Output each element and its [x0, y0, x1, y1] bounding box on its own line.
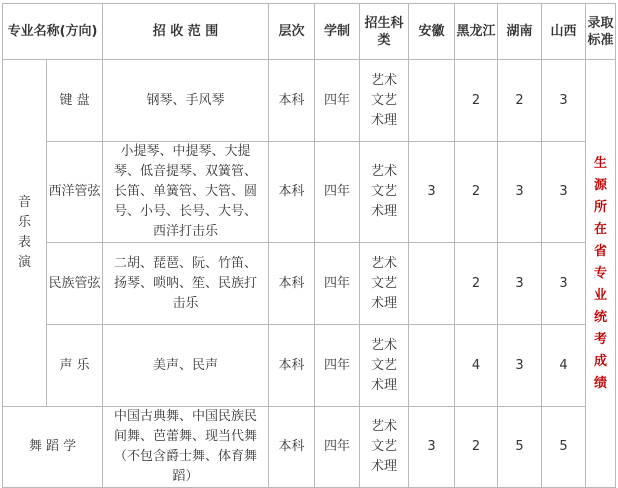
- header-category: 招生科类: [360, 4, 409, 60]
- header-major: 专业名称(方向): [3, 4, 103, 60]
- scope-cell: 小提琴、中提琴、大提琴、低音提琴、双簧管、长笛、单簧管、大管、圆号、小号、长号、大号、西洋打击乐: [103, 142, 269, 243]
- level-cell: 本科: [269, 325, 315, 407]
- heilongjiang-cell: 2: [455, 243, 498, 325]
- header-standard: 录取标准: [586, 4, 616, 60]
- years-cell: 四年: [315, 407, 360, 488]
- shanxi-cell: 3: [542, 60, 586, 142]
- hunan-cell: 3: [498, 243, 542, 325]
- scope-cell: 钢琴、手风琴: [103, 60, 269, 142]
- heilongjiang-cell: 4: [455, 325, 498, 407]
- admission-table: [2, 3, 616, 488]
- header-heilongjiang: 黑龙江: [455, 4, 498, 60]
- anhui-cell: [409, 60, 455, 142]
- anhui-cell: 3: [409, 407, 455, 488]
- anhui-cell: [409, 325, 455, 407]
- scope-cell: 中国古典舞、中国民族民间舞、芭蕾舞、现当代舞（不包含爵士舞、体育舞蹈）: [103, 407, 269, 488]
- scope-cell: 美声、民声: [103, 325, 269, 407]
- years-cell: 四年: [315, 60, 360, 142]
- major-cell: 声 乐: [47, 325, 103, 407]
- category-cell: 艺术文艺术理: [360, 60, 409, 142]
- category-cell: 艺术文艺术理: [360, 142, 409, 243]
- hunan-cell: 3: [498, 142, 542, 243]
- category-cell: 艺术文艺术理: [360, 243, 409, 325]
- group-cell: 音乐表演: [3, 60, 47, 407]
- category-cell: 艺术文艺术理: [360, 407, 409, 488]
- table-row: [3, 60, 616, 142]
- header-hunan: 湖南: [498, 4, 542, 60]
- hunan-cell: 5: [498, 407, 542, 488]
- table-row: [3, 407, 616, 488]
- hunan-cell: 3: [498, 325, 542, 407]
- level-cell: 本科: [269, 142, 315, 243]
- category-cell: 艺术文艺术理: [360, 325, 409, 407]
- level-cell: 本科: [269, 243, 315, 325]
- hunan-cell: 2: [498, 60, 542, 142]
- level-cell: 本科: [269, 60, 315, 142]
- major-cell: 民族管弦: [47, 243, 103, 325]
- header-level: 层次: [269, 4, 315, 60]
- table-row: [3, 142, 616, 243]
- shanxi-cell: 3: [542, 243, 586, 325]
- major-cell: 键 盘: [47, 60, 103, 142]
- shanxi-cell: 5: [542, 407, 586, 488]
- header-shanxi: 山西: [542, 4, 586, 60]
- anhui-cell: 3: [409, 142, 455, 243]
- header-anhui: 安徽: [409, 4, 455, 60]
- years-cell: 四年: [315, 243, 360, 325]
- header-years: 学制: [315, 4, 360, 60]
- table-row: [3, 243, 616, 325]
- years-cell: 四年: [315, 325, 360, 407]
- header-scope: 招 收 范 围: [103, 4, 269, 60]
- header-row: [3, 4, 616, 60]
- shanxi-cell: 3: [542, 142, 586, 243]
- years-cell: 四年: [315, 142, 360, 243]
- standard-cell: 生源所在省专业统考成绩: [586, 60, 616, 488]
- heilongjiang-cell: 2: [455, 142, 498, 243]
- anhui-cell: [409, 243, 455, 325]
- level-cell: 本科: [269, 407, 315, 488]
- heilongjiang-cell: 2: [455, 407, 498, 488]
- heilongjiang-cell: 2: [455, 60, 498, 142]
- major-cell: 舞 蹈 学: [3, 407, 103, 488]
- scope-cell: 二胡、琵琶、阮、竹笛、扬琴、唢呐、笙、民族打击乐: [103, 243, 269, 325]
- shanxi-cell: 4: [542, 325, 586, 407]
- table-row: [3, 325, 616, 407]
- major-cell: 西洋管弦: [47, 142, 103, 243]
